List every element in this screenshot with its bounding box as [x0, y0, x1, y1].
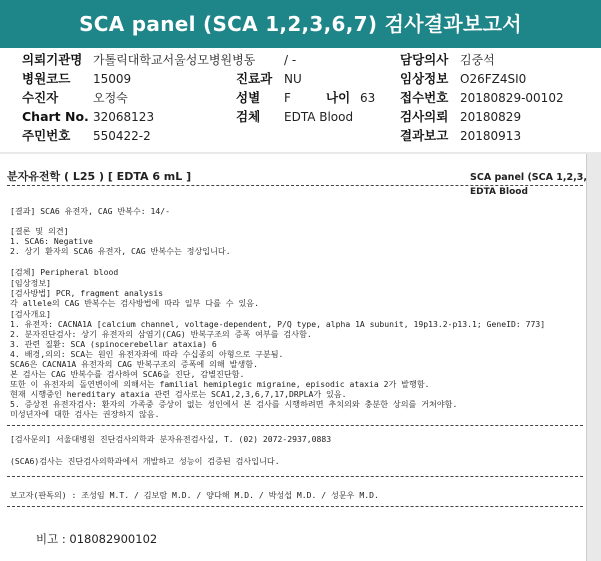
- overview-line-3: 3. 관련 질환: SCA (spinocerebellar ataxia) 6: [10, 339, 217, 349]
- scanned-report-sheet: [0, 154, 587, 561]
- conclusion-line-1: 1. SCA6: Negative: [10, 236, 93, 246]
- report-date-label: 결과보고: [400, 128, 449, 143]
- doctor-label: 담당의사: [400, 52, 449, 67]
- ward-value: / -: [284, 53, 297, 67]
- method-note-line: 각 allele의 CAG 반복수는 검사방법에 따라 일부 다를 수 있음.: [10, 298, 259, 308]
- page-margin: [587, 154, 601, 561]
- dept-label: 진료과: [236, 71, 273, 86]
- receipt-value: 20180829-00102: [460, 91, 564, 105]
- overview-line-1: 1. 유전자: CACNA1A [calcium channel, voltage-dependent, P/Q type, alpha 1A subunit, 19p13.2-p13.1; GeneID: 773]: [10, 319, 546, 329]
- validation-line: (SCA6)검사는 진단검사의학과에서 개발하고 성능이 검증된 검사입니다.: [10, 456, 280, 466]
- rrn-label: 주민번호: [22, 128, 71, 143]
- doctor-value: 김중석: [460, 53, 495, 67]
- rrn-value: 550422-2: [93, 129, 151, 143]
- overview-line-9: 5. 증상전 유전자검사: 환자의 가족중 증상이 없는 성인에서 본 검사를 시행하려면 추치의와 충분한 상의를 거쳐야함.: [10, 399, 458, 409]
- sex-label: 성별: [236, 90, 261, 105]
- clinical-info-line: [임상정보]: [10, 278, 52, 288]
- age-value: 63: [360, 91, 376, 105]
- sex-value: F: [284, 91, 291, 105]
- conclusion-line-2: 2. 상기 환자의 SCA6 유전자, CAG 반복수는 정상입니다.: [10, 246, 231, 256]
- sheet-corner-specimen: EDTA Blood: [470, 187, 528, 197]
- overview-line-4: 4. 배경,의의: SCA는 원인 유전자좌에 따라 수십종의 아형으로 구분됨.: [10, 349, 284, 359]
- info-row-4: [0, 108, 601, 126]
- divider: [7, 506, 583, 507]
- result-line: [결과] SCA6 유전자, CAG 반복수: 14/-: [10, 206, 171, 216]
- method-line: [검사방법] PCR, fragment analysis: [10, 288, 164, 298]
- remarks: 비고 : 018082900102: [36, 532, 158, 546]
- info-row-3: [0, 89, 601, 107]
- patient-info-panel: [0, 48, 601, 152]
- code-value: 15009: [93, 72, 132, 86]
- report-title-banner: [0, 0, 601, 48]
- hospital-value: 가톨릭대학교서울성모병원병동: [93, 53, 256, 67]
- specimen-line: [검체] Peripheral blood: [10, 267, 119, 277]
- code-label: 병원코드: [22, 71, 71, 86]
- patient-value: 오정숙: [93, 91, 128, 105]
- patient-label: 수진자: [22, 90, 59, 105]
- info-row-5: [0, 127, 601, 145]
- overview-line-8: 현재 시행중인 hereditary ataxia 관련 검사로는 SCA1,2,3,6,7,17,DRPLA가 있음.: [10, 389, 347, 399]
- specimen-value: EDTA Blood: [284, 110, 354, 124]
- overview-heading: [검사개요]: [10, 309, 52, 319]
- clinical-label: 임상정보: [400, 71, 449, 86]
- overview-line-10: 미성년자에 대한 검사는 권장하지 않음.: [10, 409, 160, 419]
- info-row-2: [0, 70, 601, 88]
- overview-line-5: SCA6은 CACNA1A 유전자의 CAG 반복구조의 증폭에 의해 발생함.: [10, 359, 258, 369]
- reporter-line: 보고자(판독의) : 조성임 M.T. / 김보람 M.D. / 양다해 M.D. / 박성섭 M.D. / 성문우 M.D.: [10, 490, 379, 500]
- info-row-1: [0, 51, 601, 69]
- overview-line-6: 본 검사는 CAG 반복수를 검사하여 SCA6을 진단, 감별진단함.: [10, 369, 245, 379]
- hospital-label: 의뢰기관명: [22, 52, 83, 67]
- divider: [7, 185, 583, 186]
- age-label: 나이: [326, 90, 351, 105]
- specimen-label: 검체: [236, 109, 261, 124]
- sheet-corner-title: SCA panel (SCA 1,2,3,: [470, 172, 587, 183]
- chart-label: Chart No.: [22, 109, 89, 124]
- request-label: 검사의뢰: [400, 109, 449, 124]
- sheet-header: 분자유전학 ( L25 ) [ EDTA 6 mL ]: [7, 170, 192, 183]
- report-title: SCA panel (SCA 1,2,3,6,7) 검사결과보고서: [79, 12, 522, 36]
- receipt-label: 접수번호: [400, 90, 449, 105]
- overview-line-7: 또한 이 유전자의 돌연변이에 의해서는 familial hemiplegic migraine, episodic ataxia 2가 발행함.: [10, 379, 430, 389]
- overview-line-2: 2. 분자진단검사: 상기 유전자의 삼염기(CAG) 반복구조의 증폭 여부를 검사함.: [10, 329, 312, 339]
- dept-value: NU: [284, 72, 302, 86]
- divider: [7, 425, 583, 426]
- request-value: 20180829: [460, 110, 522, 124]
- chart-value: 32068123: [93, 110, 155, 124]
- clinical-value: O26FZ4SI0: [460, 72, 527, 86]
- divider: [7, 476, 583, 477]
- conclusion-heading: [결론 및 의견]: [10, 226, 69, 236]
- inquiry-line: [검사문의] 서울대병원 진단검사의학과 분자유전검사실, T. (02) 2072-2937,0883: [10, 434, 332, 444]
- report-date-value: 20180913: [460, 129, 522, 143]
